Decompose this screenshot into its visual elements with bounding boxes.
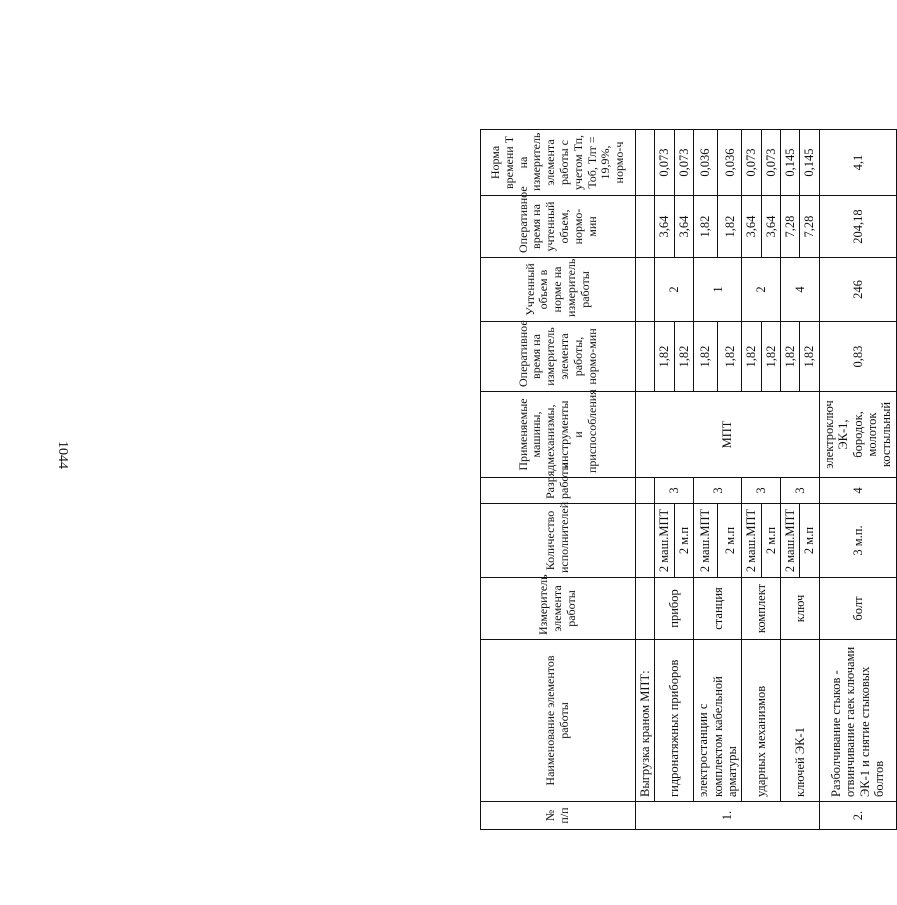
table-row [694, 130, 718, 830]
section2-tools: электроключ ЭК-1, бородок, молоток костыльный [819, 392, 896, 478]
item-volume: 2 [655, 258, 694, 322]
item-op: 1,82 [694, 322, 718, 392]
section2-num: 2. [819, 802, 896, 830]
item-total: 1,82 [718, 196, 742, 258]
item-unit: ключ [781, 578, 820, 640]
empty-cell [636, 322, 655, 392]
item-grade: 3 [742, 478, 781, 504]
item-crew: 2 маш.МПТ [742, 504, 761, 578]
header-name: Наименование элементов работы [481, 640, 636, 802]
item-crew: 2 маш.МПТ [781, 504, 800, 578]
section2-grade: 4 [819, 478, 896, 504]
section2-op: 0,83 [819, 322, 896, 392]
table-row [781, 130, 800, 830]
item-grade: 3 [655, 478, 694, 504]
empty-cell [636, 504, 655, 578]
empty-cell [636, 130, 655, 196]
item-name: электростанции с комплектом кабельной арматуры [694, 640, 742, 802]
header-tools: Применяемые машины, механизмы, инструменты и приспособления [481, 392, 636, 478]
section2-volume: 246 [819, 258, 896, 322]
item-op: 1,82 [655, 322, 674, 392]
item-total: 3,64 [655, 196, 674, 258]
item-unit: станция [694, 578, 742, 640]
item-crew: 2 м.п [718, 504, 742, 578]
table-row [742, 130, 761, 830]
empty-cell [636, 258, 655, 322]
section-title-row [636, 130, 655, 830]
section1-tools: МПТ [636, 392, 820, 478]
item-total: 3,64 [742, 196, 761, 258]
item-norm: 0,145 [800, 130, 819, 196]
item-grade: 3 [694, 478, 742, 504]
item-volume: 1 [694, 258, 742, 322]
item-crew: 2 маш.МПТ [655, 504, 674, 578]
item-total: 1,82 [694, 196, 718, 258]
norm-table [480, 129, 897, 830]
item-crew: 2 м.п [674, 504, 693, 578]
section2-total: 204,18 [819, 196, 896, 258]
empty-cell [636, 578, 655, 640]
item-op: 1,82 [781, 322, 800, 392]
item-grade: 3 [781, 478, 820, 504]
header-volume: Учтенный объем в норме на измеритель работы [481, 258, 636, 322]
item-name: ключей ЭК-1 [781, 640, 820, 802]
header-op-time: Оперативное время на измеритель элемента работы, нормо-мин [481, 322, 636, 392]
item-volume: 4 [781, 258, 820, 322]
table-row [819, 130, 896, 830]
section2-unit: болт [819, 578, 896, 640]
item-unit: прибор [655, 578, 694, 640]
section1-title: Выгрузка краном МПТ: [636, 640, 655, 802]
item-norm: 0,073 [674, 130, 693, 196]
section2-name: Разболчивание стыков - отвинчивание гаек ключами ЭК-1 и снятие стыковых болтов [819, 640, 896, 802]
section1-num: 1. [636, 802, 820, 830]
item-total: 7,28 [781, 196, 800, 258]
empty-cell [636, 478, 655, 504]
header-op-total: Оперативное время на учтенный объем, нормо-мин [481, 196, 636, 258]
item-crew: 2 м.п [800, 504, 819, 578]
section2-crew: 3 м.п. [819, 504, 896, 578]
item-name: гидронатяжных приборов [655, 640, 694, 802]
table-row [655, 130, 674, 830]
item-norm: 0,073 [761, 130, 780, 196]
item-unit: комплект [742, 578, 781, 640]
item-op: 1,82 [800, 322, 819, 392]
header-crew: Количество исполнителей [481, 504, 636, 578]
item-norm: 0,036 [718, 130, 742, 196]
header-norm: Норма времени Т на измеритель элемента работы с учетом Тп, Тоб, Тлт = 19,9%, нормо-ч [481, 130, 636, 196]
empty-cell [636, 196, 655, 258]
item-total: 3,64 [674, 196, 693, 258]
header-grade: Разряд работы [481, 478, 636, 504]
item-total: 3,64 [761, 196, 780, 258]
item-op: 1,82 [761, 322, 780, 392]
page-number: 1044 [55, 441, 70, 469]
item-norm: 0,145 [781, 130, 800, 196]
item-name: ударных механизмов [742, 640, 781, 802]
rotated-table-container [480, 130, 894, 830]
item-op: 1,82 [674, 322, 693, 392]
item-crew: 2 маш.МПТ [694, 504, 718, 578]
item-total: 7,28 [800, 196, 819, 258]
section2-norm: 4,1 [819, 130, 896, 196]
item-op: 1,82 [718, 322, 742, 392]
item-norm: 0,036 [694, 130, 718, 196]
item-crew: 2 м.п [761, 504, 780, 578]
item-op: 1,82 [742, 322, 761, 392]
item-norm: 0,073 [655, 130, 674, 196]
header-unit: Измеритель элемента работы [481, 578, 636, 640]
item-volume: 2 [742, 258, 781, 322]
header-num: № п/п [481, 802, 636, 830]
item-norm: 0,073 [742, 130, 761, 196]
